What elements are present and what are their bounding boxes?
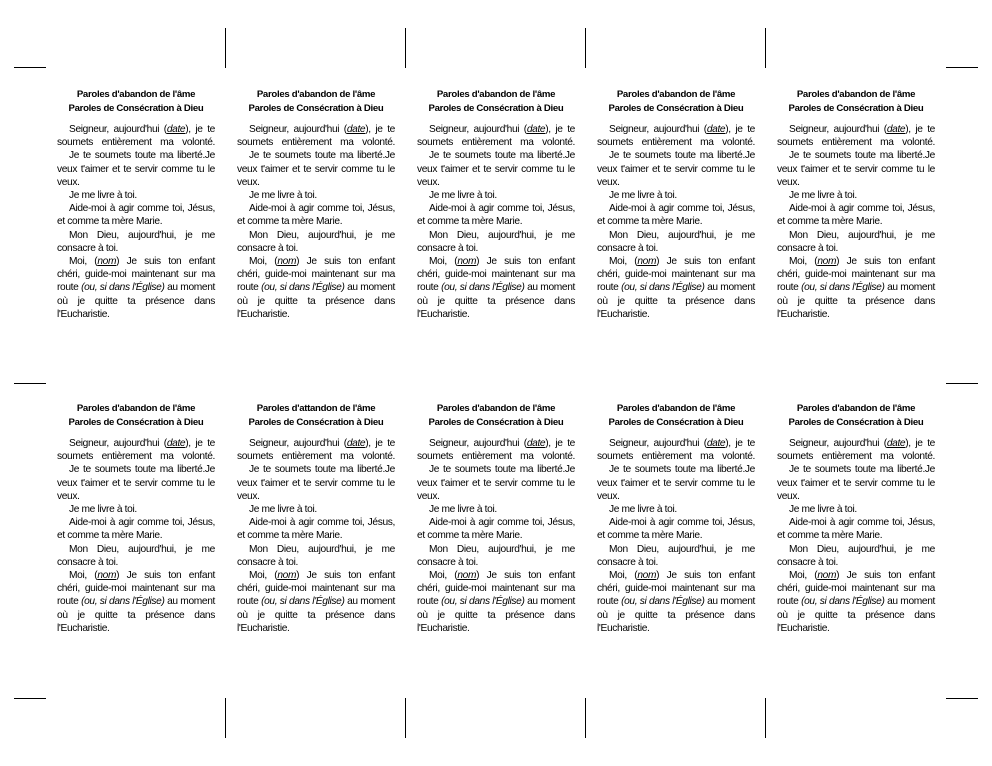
crop-mark [225,698,226,738]
paragraph-1: Seigneur, aujourd'hui (date), je te soumets entièrement ma volonté. [237,438,395,463]
paragraph-3: Je me livre à toi. [249,190,317,202]
paragraph-3: Je me livre à toi. [69,190,137,202]
card-title [417,88,575,116]
paragraph-5: Mon Dieu, aujourd'hui, je me consacre à toi. [417,543,575,568]
paragraph-1: Seigneur, aujourd'hui (date), je te soumets entièrement ma volonté. [237,124,395,149]
card-body [57,123,215,321]
prayer-card [777,402,935,635]
paragraph-1: Seigneur, aujourd'hui (date), je te soumets entièrement ma volonté. [777,124,935,149]
title-line-1: Paroles d'abandon de l'âme [76,403,196,414]
prayer-card [57,88,215,321]
title-line-1: Paroles d'abandon de l'âme [76,89,196,100]
paragraph-4: Aide-moi à agir comme toi, Jésus, et comme ta mère Marie. [777,203,935,228]
card-title [237,88,395,116]
title-line-1: Paroles d'abandon de l'âme [796,89,916,100]
paragraph-4: Aide-moi à agir comme toi, Jésus, et comme ta mère Marie. [237,517,395,542]
title-line-2: Paroles de Consécration à Dieu [428,417,564,428]
title-line-1: Paroles d'abandon de l'âme [616,403,736,414]
paragraph-6: Moi, (nom) Je suis ton enfant chéri, guide-moi maintenant sur ma route (ou, si dans l'Église) au moment où je quitte ta présence dans l'Eucharistie. [597,256,756,320]
paragraph-6: Moi, (nom) Je suis ton enfant chéri, guide-moi maintenant sur ma route (ou, si dans l'Église) au moment où je quitte ta présence dans l'Eucharistie. [777,570,936,634]
title-line-2: Paroles de Consécration à Dieu [248,417,384,428]
prayer-card [597,402,755,635]
paragraph-3: Je me livre à toi. [69,504,137,516]
paragraph-5: Mon Dieu, aujourd'hui, je me consacre à toi. [597,543,755,568]
crop-mark [946,67,978,68]
paragraph-6: Moi, (nom) Je suis ton enfant chéri, guide-moi maintenant sur ma route (ou, si dans l'Église) au moment où je quitte ta présence dans l'Eucharistie. [237,256,396,320]
paragraph-5: Mon Dieu, aujourd'hui, je me consacre à toi. [237,543,395,568]
paragraph-3: Je me livre à toi. [249,504,317,516]
title-line-1: Paroles d'abandon de l'âme [796,403,916,414]
paragraph-1: Seigneur, aujourd'hui (date), je te soumets entièrement ma volonté. [417,124,575,149]
title-line-2: Paroles de Consécration à Dieu [68,417,204,428]
card-body [777,123,935,321]
title-line-2: Paroles de Consécration à Dieu [608,103,744,114]
paragraph-4: Aide-moi à agir comme toi, Jésus, et comme ta mère Marie. [597,203,755,228]
crop-mark [14,698,46,699]
prayer-card [777,88,935,321]
paragraph-6: Moi, (nom) Je suis ton enfant chéri, guide-moi maintenant sur ma route (ou, si dans l'Église) au moment où je quitte ta présence dans l'Eucharistie. [597,570,756,634]
card-title [777,402,935,430]
title-line-1: Paroles d'attandon de l'âme [256,403,376,414]
paragraph-4: Aide-moi à agir comme toi, Jésus, et comme ta mère Marie. [417,203,575,228]
prayer-card [417,88,575,321]
crop-mark [405,28,406,68]
crop-mark [14,67,46,68]
card-body [237,123,395,321]
crop-mark [405,698,406,738]
crop-mark [765,698,766,738]
paragraph-5: Mon Dieu, aujourd'hui, je me consacre à toi. [597,229,755,254]
crop-mark [14,383,46,384]
paragraph-3: Je me livre à toi. [789,504,857,516]
prayer-card [57,402,215,635]
prayer-card [237,402,395,635]
card-body [597,123,755,321]
paragraph-4: Aide-moi à agir comme toi, Jésus, et comme ta mère Marie. [237,203,395,228]
crop-mark [585,698,586,738]
paragraph-6: Moi, (nom) Je suis ton enfant chéri, guide-moi maintenant sur ma route (ou, si dans l'Église) au moment où je quitte ta présence dans l'Eucharistie. [417,256,576,320]
paragraph-4: Aide-moi à agir comme toi, Jésus, et comme ta mère Marie. [417,517,575,542]
card-title [57,402,215,430]
card-body [417,437,575,635]
title-line-2: Paroles de Consécration à Dieu [608,417,744,428]
title-line-2: Paroles de Consécration à Dieu [248,103,384,114]
paragraph-2: Je te soumets toute ma liberté.Je veux t'aimer et te servir comme tu le veux. [237,464,395,502]
card-title [57,88,215,116]
paragraph-2: Je te soumets toute ma liberté.Je veux t'aimer et te servir comme tu le veux. [57,464,215,502]
paragraph-6: Moi, (nom) Je suis ton enfant chéri, guide-moi maintenant sur ma route (ou, si dans l'Église) au moment où je quitte ta présence dans l'Eucharistie. [57,570,216,634]
card-title [597,402,755,430]
paragraph-3: Je me livre à toi. [609,504,677,516]
paragraph-2: Je te soumets toute ma liberté.Je veux t'aimer et te servir comme tu le veux. [777,464,935,502]
paragraph-4: Aide-moi à agir comme toi, Jésus, et comme ta mère Marie. [597,517,755,542]
paragraph-3: Je me livre à toi. [609,190,677,202]
crop-mark [765,28,766,68]
paragraph-4: Aide-moi à agir comme toi, Jésus, et comme ta mère Marie. [57,203,215,228]
crop-mark [946,698,978,699]
paragraph-5: Mon Dieu, aujourd'hui, je me consacre à toi. [417,229,575,254]
crop-mark [585,28,586,68]
paragraph-5: Mon Dieu, aujourd'hui, je me consacre à toi. [777,543,935,568]
prayer-card [597,88,755,321]
paragraph-2: Je te soumets toute ma liberté.Je veux t'aimer et te servir comme tu le veux. [237,150,395,188]
paragraph-2: Je te soumets toute ma liberté.Je veux t'aimer et te servir comme tu le veux. [417,150,575,188]
crop-mark [946,383,978,384]
title-line-1: Paroles d'abandon de l'âme [616,89,736,100]
paragraph-1: Seigneur, aujourd'hui (date), je te soumets entièrement ma volonté. [57,124,215,149]
paragraph-1: Seigneur, aujourd'hui (date), je te soumets entièrement ma volonté. [597,438,755,463]
paragraph-3: Je me livre à toi. [429,504,497,516]
card-body [237,437,395,635]
card-body [417,123,575,321]
prayer-card [237,88,395,321]
card-body [777,437,935,635]
paragraph-1: Seigneur, aujourd'hui (date), je te soumets entièrement ma volonté. [57,438,215,463]
title-line-1: Paroles d'abandon de l'âme [436,403,556,414]
paragraph-5: Mon Dieu, aujourd'hui, je me consacre à toi. [57,229,215,254]
title-line-1: Paroles d'abandon de l'âme [436,89,556,100]
paragraph-5: Mon Dieu, aujourd'hui, je me consacre à toi. [777,229,935,254]
card-body [57,437,215,635]
card-title [237,402,395,430]
paragraph-2: Je te soumets toute ma liberté.Je veux t'aimer et te servir comme tu le veux. [57,150,215,188]
title-line-2: Paroles de Consécration à Dieu [788,417,924,428]
paragraph-4: Aide-moi à agir comme toi, Jésus, et comme ta mère Marie. [777,517,935,542]
paragraph-2: Je te soumets toute ma liberté.Je veux t'aimer et te servir comme tu le veux. [777,150,935,188]
card-body [597,437,755,635]
paragraph-2: Je te soumets toute ma liberté.Je veux t'aimer et te servir comme tu le veux. [597,464,755,502]
paragraph-1: Seigneur, aujourd'hui (date), je te soumets entièrement ma volonté. [417,438,575,463]
title-line-2: Paroles de Consécration à Dieu [788,103,924,114]
paragraph-4: Aide-moi à agir comme toi, Jésus, et comme ta mère Marie. [57,517,215,542]
card-title [417,402,575,430]
paragraph-2: Je te soumets toute ma liberté.Je veux t'aimer et te servir comme tu le veux. [597,150,755,188]
paragraph-3: Je me livre à toi. [789,190,857,202]
paragraph-6: Moi, (nom) Je suis ton enfant chéri, guide-moi maintenant sur ma route (ou, si dans l'Église) au moment où je quitte ta présence dans l'Eucharistie. [237,570,396,634]
paragraph-6: Moi, (nom) Je suis ton enfant chéri, guide-moi maintenant sur ma route (ou, si dans l'Église) au moment où je quitte ta présence dans l'Eucharistie. [777,256,936,320]
paragraph-5: Mon Dieu, aujourd'hui, je me consacre à toi. [57,543,215,568]
card-title [777,88,935,116]
crop-mark [225,28,226,68]
prayer-card [417,402,575,635]
card-title [597,88,755,116]
title-line-1: Paroles d'abandon de l'âme [256,89,376,100]
title-line-2: Paroles de Consécration à Dieu [428,103,564,114]
paragraph-5: Mon Dieu, aujourd'hui, je me consacre à toi. [237,229,395,254]
paragraph-2: Je te soumets toute ma liberté.Je veux t'aimer et te servir comme tu le veux. [417,464,575,502]
paragraph-1: Seigneur, aujourd'hui (date), je te soumets entièrement ma volonté. [597,124,755,149]
paragraph-6: Moi, (nom) Je suis ton enfant chéri, guide-moi maintenant sur ma route (ou, si dans l'Église) au moment où je quitte ta présence dans l'Eucharistie. [417,570,576,634]
paragraph-3: Je me livre à toi. [429,190,497,202]
paragraph-6: Moi, (nom) Je suis ton enfant chéri, guide-moi maintenant sur ma route (ou, si dans l'Église) au moment où je quitte ta présence dans l'Eucharistie. [57,256,216,320]
title-line-2: Paroles de Consécration à Dieu [68,103,204,114]
paragraph-1: Seigneur, aujourd'hui (date), je te soumets entièrement ma volonté. [777,438,935,463]
